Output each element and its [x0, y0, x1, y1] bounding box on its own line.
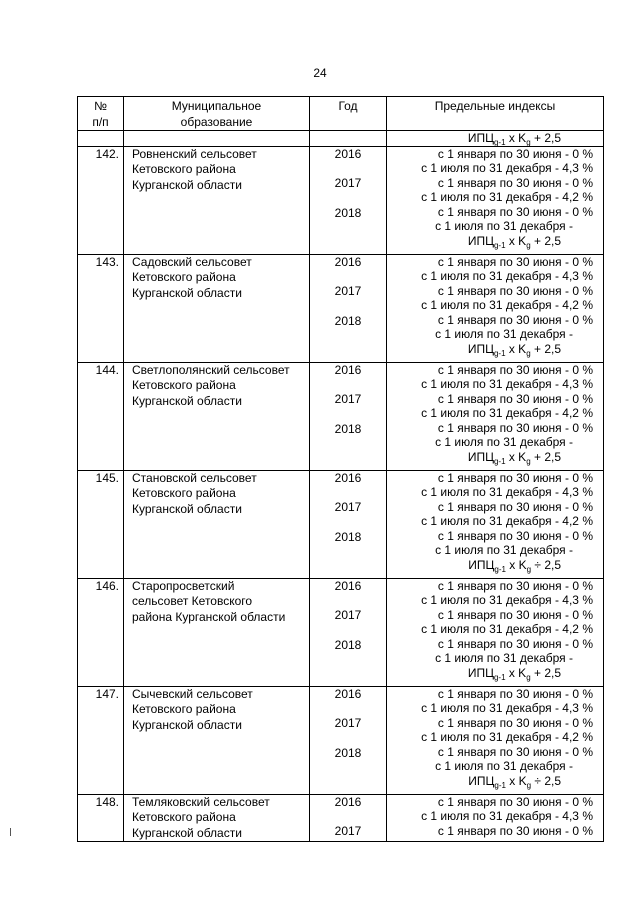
header-year: Год — [310, 97, 387, 131]
page-number: 24 — [313, 66, 327, 80]
index-line: с 1 января по 30 июня - 0 % — [437, 686, 593, 701]
year-value: 2016 — [334, 254, 362, 269]
index-line: с 1 июля по 31 декабря - 4,2 % — [421, 406, 593, 421]
row-number: 145. — [78, 470, 124, 578]
index-line: с 1 июля по 31 декабря - — [435, 435, 573, 450]
index-line: с 1 января по 30 июня - 0 % — [437, 312, 593, 327]
municipality-cell — [124, 362, 310, 470]
year-value: 2018 — [334, 745, 362, 760]
header-municipality-line2: образование — [180, 114, 253, 129]
formula-line: $ИПЦ_{g-1}$ x $K_g + 2,5$ — [467, 449, 561, 466]
year-cell — [310, 470, 387, 578]
municipality-cell — [124, 578, 310, 686]
municipality-cell — [124, 254, 310, 362]
year-cell — [310, 362, 387, 470]
municipality-line: Садовский сельсовет — [132, 254, 252, 269]
municipality-line: Кетовского района — [132, 378, 236, 393]
year-value: 2018 — [334, 421, 362, 436]
index-line: с 1 января по 30 июня - 0 % — [437, 499, 593, 514]
year-value: 2017 — [334, 284, 362, 299]
index-line: с 1 января по 30 июня - 0 % — [437, 204, 593, 219]
index-line: с 1 июля по 31 декабря - — [435, 327, 573, 342]
table-row — [78, 470, 604, 578]
indices-cell — [387, 470, 604, 578]
year-value: 2018 — [334, 205, 362, 220]
index-line: с 1 июля по 31 декабря - 4,2 % — [421, 622, 593, 637]
formula-line: $ИПЦ_{g-1}$ x $K_g \div 2,5$ — [468, 557, 561, 574]
municipality-line: Кетовского района — [132, 486, 236, 501]
municipality-line: сельсовет Кетовского — [132, 594, 253, 609]
municipality-line: района Курганской области — [132, 609, 286, 624]
year-value: 2016 — [334, 470, 362, 485]
municipality-cell — [124, 470, 310, 578]
municipality-line: Курганской области — [132, 501, 242, 516]
index-line: с 1 июля по 31 декабря - — [435, 219, 573, 234]
header-indices: Предельные индексы — [387, 97, 604, 131]
index-line: с 1 июля по 31 декабря - 4,2 % — [421, 730, 593, 745]
municipality-cell — [124, 686, 310, 794]
table-row — [78, 578, 604, 686]
indices-cell — [387, 254, 604, 362]
municipality-line: Курганской области — [132, 285, 242, 300]
year-cell — [310, 578, 387, 686]
carryover-num — [78, 131, 124, 147]
index-line: с 1 июля по 31 декабря - 4,3 % — [421, 485, 593, 500]
index-line: с 1 июля по 31 декабря - 4,3 % — [421, 701, 593, 716]
carryover-row — [78, 131, 604, 147]
index-line: с 1 января по 30 июня - 0 % — [437, 715, 593, 730]
year-value: 2016 — [334, 686, 362, 701]
row-number: 146. — [78, 578, 124, 686]
indices-cell — [387, 794, 604, 842]
table-row — [78, 146, 604, 254]
index-line: с 1 января по 30 июня - 0 % — [437, 470, 593, 485]
year-value: 2017 — [334, 392, 362, 407]
municipality-line: Старопросветский — [132, 578, 235, 593]
index-line: с 1 января по 30 июня - 0 % — [437, 607, 593, 622]
formula-line: $ИПЦ_{g-1}$ x $K_g + 2,5$ — [467, 665, 561, 682]
index-line: с 1 января по 30 июня - 0 % — [437, 578, 593, 593]
index-line: с 1 июля по 31 декабря - — [435, 543, 573, 558]
municipality-cell — [124, 794, 310, 842]
formula-line: $ИПЦ_{g-1}$ x $K_g + 2,5$ — [467, 233, 561, 250]
year-value: 2016 — [334, 146, 362, 161]
header-num-line2: п/п — [92, 114, 109, 129]
formula-line: $ИПЦ_{g-1}$ x $K_g \div 2,5$ — [468, 773, 561, 790]
table-row — [78, 794, 604, 842]
index-line: с 1 января по 30 июня - 0 % — [437, 146, 593, 161]
row-number: 143. — [78, 254, 124, 362]
index-line: с 1 января по 30 июня - 0 % — [437, 283, 593, 298]
margin-mark — [10, 828, 11, 836]
index-line: с 1 января по 30 июня - 0 % — [437, 175, 593, 190]
index-line: с 1 июля по 31 декабря - 4,2 % — [421, 190, 593, 205]
index-line: с 1 июля по 31 декабря - 4,3 % — [421, 377, 593, 392]
index-line: с 1 июля по 31 декабря - 4,2 % — [421, 298, 593, 313]
year-value: 2017 — [334, 716, 362, 731]
year-value: 2018 — [334, 313, 362, 328]
year-value: 2016 — [334, 578, 362, 593]
year-value: 2016 — [334, 362, 362, 377]
municipality-line: Кетовского района — [132, 270, 236, 285]
year-value: 2016 — [334, 794, 362, 809]
table-header-row — [78, 97, 604, 131]
index-line: с 1 января по 30 июня - 0 % — [437, 528, 593, 543]
index-line: с 1 июля по 31 декабря - — [435, 759, 573, 774]
index-line: с 1 января по 30 июня - 0 % — [437, 823, 593, 838]
table-row — [78, 686, 604, 794]
year-cell — [310, 254, 387, 362]
year-value: 2018 — [334, 637, 362, 652]
indices-cell — [387, 578, 604, 686]
index-line: с 1 января по 30 июня - 0 % — [437, 744, 593, 759]
index-line: с 1 июля по 31 декабря - 4,3 % — [421, 269, 593, 284]
indices-cell — [387, 686, 604, 794]
table-row — [78, 362, 604, 470]
index-line: с 1 января по 30 июня - 0 % — [437, 391, 593, 406]
header-municipality-line1: Муниципальное — [171, 99, 262, 113]
index-line: с 1 июля по 31 декабря - 4,2 % — [421, 514, 593, 529]
year-cell — [310, 794, 387, 842]
year-value: 2017 — [334, 176, 362, 191]
year-value: 2017 — [334, 608, 362, 623]
municipality-line: Светлополянский сельсовет — [132, 362, 290, 377]
index-line: с 1 июля по 31 декабря - 4,3 % — [421, 161, 593, 176]
row-number: 144. — [78, 362, 124, 470]
indices-table — [77, 96, 604, 842]
index-line: с 1 июля по 31 декабря - 4,3 % — [421, 593, 593, 608]
municipality-line: Курганской области — [132, 393, 242, 408]
municipality-line: Становской сельсовет — [132, 470, 257, 485]
year-cell — [310, 686, 387, 794]
index-line: с 1 июля по 31 декабря - — [435, 651, 573, 666]
index-line: с 1 января по 30 июня - 0 % — [437, 420, 593, 435]
carryover-municipality — [124, 131, 310, 147]
municipality-cell — [124, 146, 310, 254]
carryover-year — [310, 131, 387, 147]
index-line: с 1 января по 30 июня - 0 % — [437, 794, 593, 809]
header-num-line1: № — [94, 99, 107, 113]
municipality-line: Курганской области — [132, 717, 242, 732]
municipality-line: Ровненский сельсовет — [132, 146, 257, 161]
year-value: 2017 — [334, 824, 362, 839]
index-line: с 1 июля по 31 декабря - 4,3 % — [421, 809, 593, 824]
municipality-line: Сычевский сельсовет — [132, 686, 253, 701]
indices-cell — [387, 362, 604, 470]
indices-cell — [387, 146, 604, 254]
municipality-line: Курганской области — [132, 825, 242, 840]
index-line: с 1 января по 30 июня - 0 % — [437, 362, 593, 377]
year-value: 2017 — [334, 500, 362, 515]
table-row — [78, 254, 604, 362]
row-number: 147. — [78, 686, 124, 794]
municipality-line: Кетовского района — [132, 810, 236, 825]
municipality-line: Кетовского района — [132, 702, 236, 717]
header-municipality — [124, 97, 310, 131]
index-line: с 1 января по 30 июня - 0 % — [437, 636, 593, 651]
carryover-formula: $ИПЦ_{g-1}$ x $K_g + 2,5$ — [387, 131, 604, 147]
year-value: 2018 — [334, 529, 362, 544]
municipality-line: Кетовского района — [132, 162, 236, 177]
row-number: 142. — [78, 146, 124, 254]
header-num — [78, 97, 124, 131]
index-line: с 1 января по 30 июня - 0 % — [437, 254, 593, 269]
formula-line: $ИПЦ_{g-1}$ x $K_g + 2,5$ — [467, 341, 561, 358]
year-cell — [310, 146, 387, 254]
municipality-line: Темляковский сельсовет — [132, 794, 270, 809]
row-number: 148. — [78, 794, 124, 842]
municipality-line: Курганской области — [132, 177, 242, 192]
